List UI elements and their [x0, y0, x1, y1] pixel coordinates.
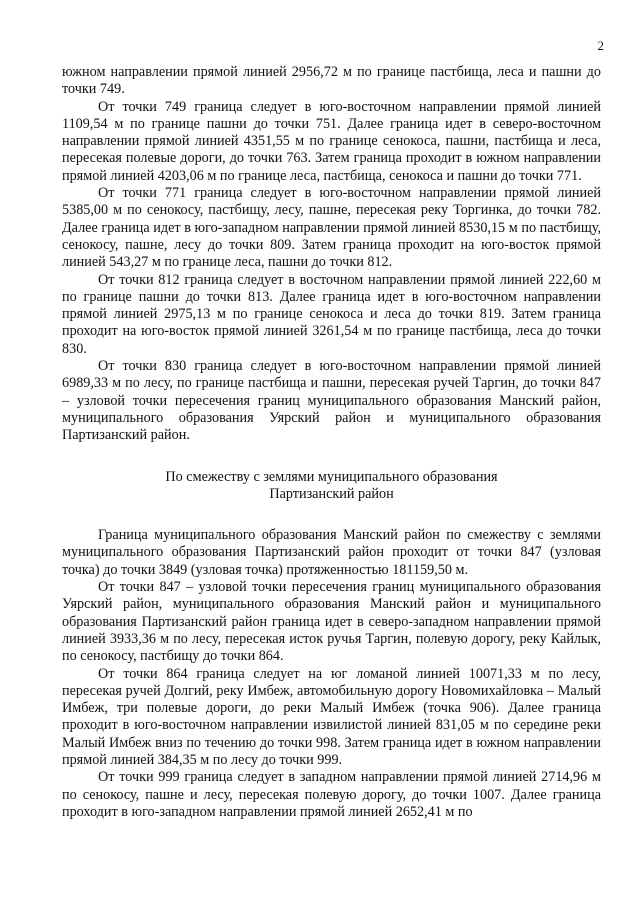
section-heading-line-2: Партизанский район: [269, 485, 394, 502]
paragraph-point-999: От точки 999 граница следует в западном направлении прямой линией 2714,96 м по сенокосу, пашне и лесу, пересекая полевую дорогу, до точки 1007. Далее граница проходит в юго-западном направлении прямой линией 2652,41 м по: [62, 769, 601, 820]
paragraph-point-864: От точки 864 граница следует на юг ломаной линией 10071,33 м по лесу, пересекая ручей Долгий, реку Имбеж, автомобильную дорогу Новомихайловка – Малый Имбеж, три полевые дороги, до реки Малый Имбеж (точка 906). Далее граница проходит в юго-восточном направлении извилистой линией 831,05 м по середине реки Малый Имбеж вниз по течению до точки 998. Затем граница идет в южном направлении прямой линией 384,35 м по лесу до точки 999.: [62, 665, 601, 768]
paragraph-point-812: От точки 812 граница следует в восточном направлении прямой линией 222,60 м по границе пашни до точки 813. Далее граница идет в юго-восточном направлении прямой линией 2975,13 м по границе сенокоса и леса до точки 819. Затем граница проходит на юго-восток прямой линией 3261,54 м по границе пастбища, леса до точки 830.: [62, 271, 601, 357]
paragraph-point-830: От точки 830 граница следует в юго-восточном направлении прямой линией 6989,33 м по лесу, по границе пастбища и пашни, пересекая ручей Таргин, до точки 847 – узловой точки пересечения границ муниципального образования Манский район, муниципального образования Уярский район и муниципального образования Партизанский район.: [62, 358, 601, 444]
page-number: 2: [597, 38, 604, 53]
document-body: [62, 64, 601, 821]
paragraph-point-771: От точки 771 граница следует в юго-восточном направлении прямой линией 5385,00 м по сенокосу, пастбищу, лесу, пашне, пересекая реку Торгинка, до точки 782. Далее граница идет в юго-западном направлении прямой линией 8530,15 м по пастбищу, сенокосу, пашне, лесу до точки 809. Затем граница проходит на юго-восток прямой линией 543,27 м по границе леса, пашни до точки 812.: [62, 185, 601, 271]
paragraph-point-749: От точки 749 граница следует в юго-восточном направлении прямой линией 1109,54 м по границе пашни до точки 751. Далее граница идет в северо-восточном направлении прямой линией 4351,55 м по границе сенокоса, пашни, пастбища и леса, пересекая полевые дороги, до точки 763. Затем граница проходит в южном направлении прямой линией 4203,06 м по границе леса, пастбища, сенокоса и пашни до точки 771.: [62, 98, 601, 184]
paragraph-point-847: От точки 847 – узловой точки пересечения границ муниципального образования Уярский район, муниципального образования Манский район и муниципального образования Партизанский район граница идет в северо-западном направлении прямой линией 3933,36 м по лесу, пересекая исток ручья Таргин, полевую дорогу, реку Кайлык, по сенокосу, пастбищу до точки 864.: [62, 579, 601, 665]
paragraph-border-intro: Граница муниципального образования Манский район по смежеству с землями муниципального образования Партизанский район проходит от точки 847 (узловая точка) до точки 3849 (узловая точка) протяженностью 181159,50 м.: [62, 527, 601, 578]
section-heading-line-1: По смежеству с землями муниципального образования: [165, 468, 498, 485]
paragraph-continuation: южном направлении прямой линией 2956,72 м по границе пастбища, леса и пашни до точки 749.: [62, 64, 601, 98]
section-heading: [62, 469, 601, 504]
